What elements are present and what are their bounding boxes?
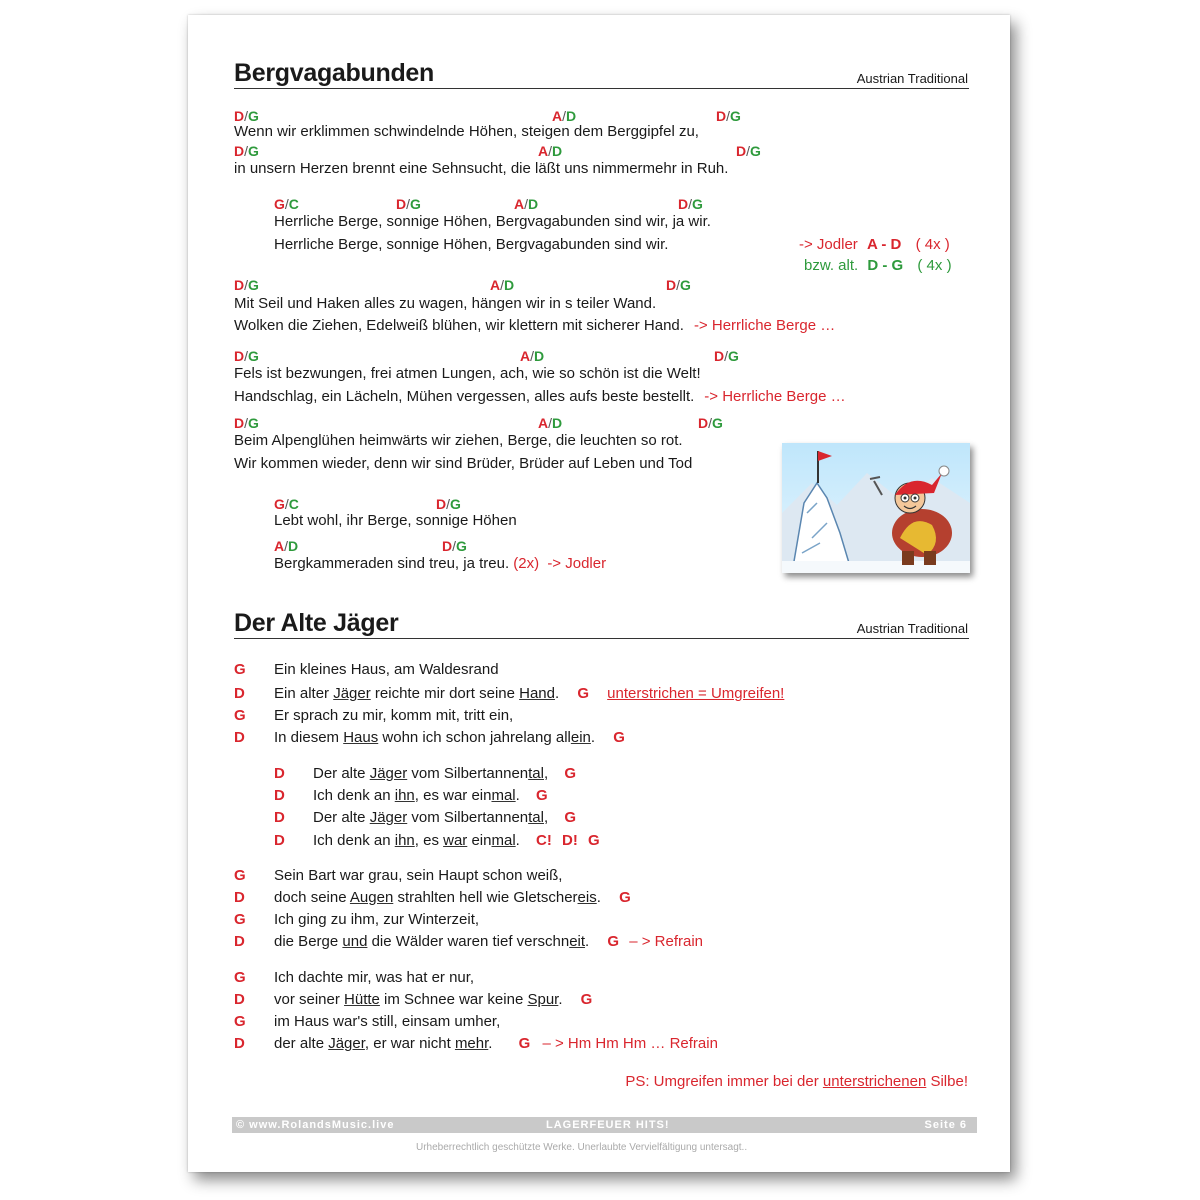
lyric-line: in unsern Herzen brennt eine Sehnsucht, die läßt uns nimmermehr in Ruh. (234, 160, 729, 177)
chord: D (274, 787, 285, 804)
lyric-line: Herrliche Berge, sonnige Höhen, Bergvagabunden sind wir. (274, 236, 669, 253)
lyric-line: Lebt wohl, ihr Berge, sonnige Höhen (274, 512, 517, 529)
lyric-line: In diesem Haus wohn ich schon jahrelang allein. G (274, 729, 625, 746)
chord: D/G (234, 277, 259, 293)
lyric-line: Ich denk an ihn, es war einmal. C! D! G (313, 832, 600, 849)
chord: G (234, 1013, 246, 1030)
lyric-line: Ich dachte mir, was hat er nur, (274, 969, 475, 986)
lyric-line: Herrliche Berge, sonnige Höhen, Bergvagabunden sind wir, ja wir. (274, 213, 711, 230)
chord: D (234, 729, 245, 746)
footer-bar (232, 1117, 977, 1133)
chord: D (234, 1035, 245, 1052)
chord: D (234, 933, 245, 950)
lyric-line: Ich denk an ihn, es war einmal. G (313, 787, 548, 804)
lyric-line: Ein alter Jäger reichte mir dort seine Hand. G unterstrichen = Umgreifen! (274, 685, 785, 702)
lyric-line: der alte Jäger, er war nicht mehr. G – > Hm Hm Hm … Refrain (274, 1035, 718, 1052)
lyric-line: Beim Alpenglühen heimwärts wir ziehen, Berge, die leuchten so rot. (234, 432, 683, 449)
chord: D/G (666, 277, 691, 293)
chord: A/D (490, 277, 515, 293)
chord: D/G (716, 108, 741, 124)
lyric-line: Der alte Jäger vom Silbertannental, G (313, 765, 576, 782)
chord: G/C (274, 196, 299, 212)
chord: D/G (714, 348, 739, 364)
lyric-line: die Berge und die Wälder waren tief verschneit. G – > Refrain (274, 933, 704, 950)
chord: G/C (274, 496, 299, 512)
copyright-disclaimer: Urheberrechtlich geschützte Werke. Unerlaubte Vervielfältigung untersagt.. (416, 1142, 748, 1153)
lyric-line: Fels ist bezwungen, frei atmen Lungen, ach, wie so schön ist die Welt! (234, 365, 701, 382)
song1-title-rule (234, 88, 969, 89)
chord: D/G (442, 538, 467, 554)
lyric-line: Er sprach zu mir, komm mit, tritt ein, (274, 707, 514, 724)
footer-page-number: Seite 6 (924, 1119, 967, 1131)
chord: G (234, 707, 246, 724)
chord: D (234, 685, 245, 702)
chord: D/G (396, 196, 421, 212)
lyric-line: Bergkammeraden sind treu, ja treu. (2x) -> Jodler (274, 555, 607, 572)
chord: D (234, 991, 245, 1008)
lyric-line: doch seine Augen strahlten hell wie Gletschereis. G (274, 889, 631, 906)
chord: A/D (538, 143, 563, 159)
footer-website: © www.RolandsMusic.live (236, 1119, 395, 1131)
chord: G (234, 911, 246, 928)
lyric-line: Mit Seil und Haken alles zu wagen, hängen wir in s teiler Wand. (234, 295, 657, 312)
chord: D/G (234, 348, 259, 364)
lyric-line: Der alte Jäger vom Silbertannental, G (313, 809, 576, 826)
songbook-page (188, 15, 1010, 1172)
chord: D/G (436, 496, 461, 512)
chord: D/G (736, 143, 761, 159)
lyric-line: Sein Bart war grau, sein Haupt schon weiß, (274, 867, 563, 884)
chord: G (234, 661, 246, 678)
lyric-line: Wenn wir erklimmen schwindelnde Höhen, steigen dem Berggipfel zu, (234, 123, 699, 140)
jodler-alt-note: bzw. alt. D - G ( 4x ) (804, 257, 952, 274)
lyric-line: Handschlag, ein Lächeln, Mühen vergessen, alles aufs beste bestellt. -> Herrliche Berge … (234, 388, 846, 405)
song2-title: Der Alte Jäger (234, 609, 399, 637)
chord: A/D (552, 108, 577, 124)
chord: D (274, 765, 285, 782)
song2-title-rule (234, 638, 969, 639)
chord: D/G (234, 415, 259, 431)
chord: D/G (234, 108, 259, 124)
chord: D/G (234, 143, 259, 159)
jodler-note: -> Jodler A - D ( 4x ) (799, 236, 950, 253)
lyric-line: Wir kommen wieder, denn wir sind Brüder, Brüder auf Leben und Tod (234, 455, 693, 472)
chord: A/D (520, 348, 545, 364)
lyric-line: im Haus war's still, einsam umher, (274, 1013, 501, 1030)
lyric-line: Wolken die Ziehen, Edelweiß blühen, wir klettern mit sicherer Hand. -> Herrliche Berge … (234, 317, 836, 334)
chord: D/G (698, 415, 723, 431)
chord: A/D (538, 415, 563, 431)
chord: D (274, 809, 285, 826)
song1-credit: Austrian Traditional (856, 71, 968, 86)
chord: A/D (274, 538, 299, 554)
ps-note: PS: Umgreifen immer bei der unterstrichenen Silbe! (625, 1073, 968, 1090)
footer-book-title: LAGERFEUER HITS! (546, 1119, 670, 1131)
chord: A/D (514, 196, 539, 212)
mountaineer-cartoon-icon (782, 443, 970, 573)
lyric-line: Ein kleines Haus, am Waldesrand (274, 661, 499, 678)
chord: D (234, 889, 245, 906)
song1-title: Bergvagabunden (234, 59, 434, 87)
lyric-line: vor seiner Hütte im Schnee war keine Spur. G (274, 991, 593, 1008)
chord: G (234, 969, 246, 986)
chord: D (274, 832, 285, 849)
lyric-line: Ich ging zu ihm, zur Winterzeit, (274, 911, 480, 928)
chord: D/G (678, 196, 703, 212)
song2-credit: Austrian Traditional (856, 621, 968, 636)
chord: G (234, 867, 246, 884)
